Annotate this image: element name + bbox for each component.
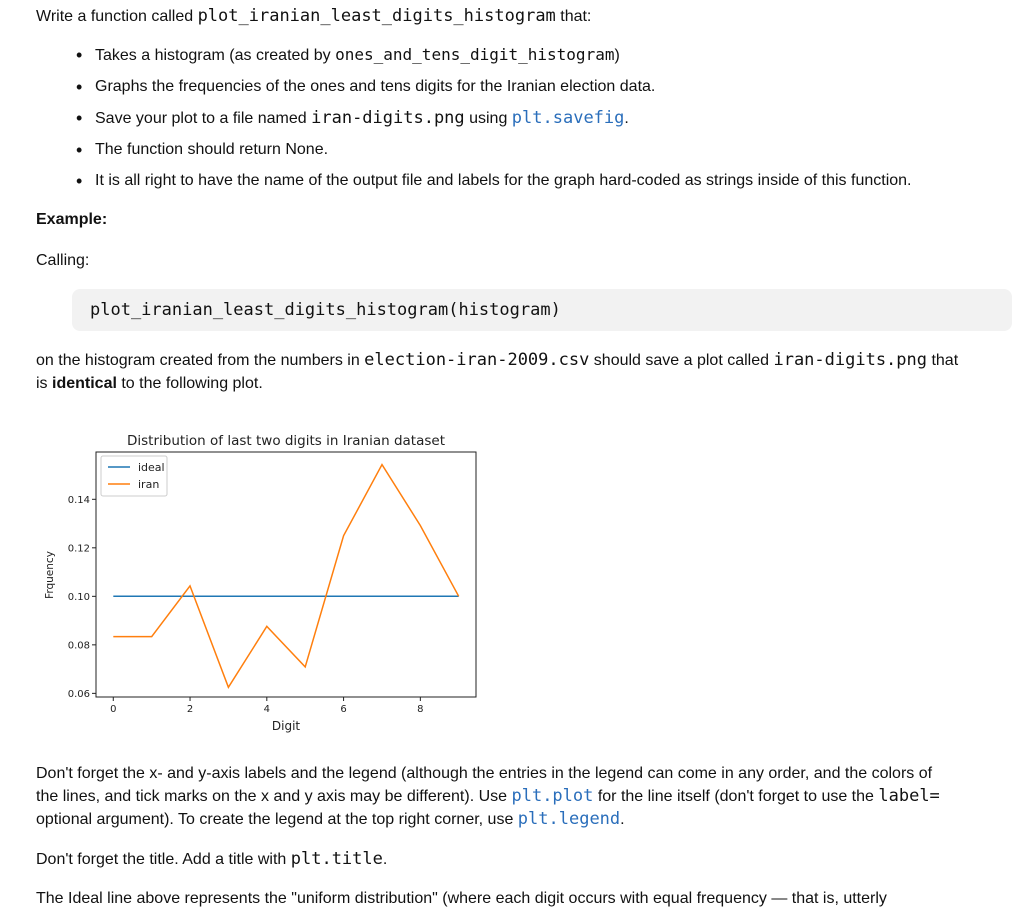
bullet-text: using [464,110,512,128]
paragraph-text: that [927,352,959,369]
inline-code: plt.title [290,849,383,869]
intro-prefix: Write a function called [36,8,198,25]
code-block [72,289,1012,331]
requirements-list [76,44,911,202]
notes-paragraph [36,762,1006,831]
x-tick-label: 2 [186,704,194,715]
y-tick-label: 0.06 [67,688,90,700]
y-tick-label: 0.08 [67,640,90,652]
ideal-line-note: The Ideal line above represents the "uniform distribution" (where each digit occurs with equal frequency — that is, utterly [36,890,887,907]
bullet-text: ) [614,47,620,64]
list-item [76,44,911,76]
after-code-paragraph [36,349,1006,395]
inline-code: iran-digits.png [773,350,927,370]
chart-legend [101,456,167,496]
paragraph-text: Don't forget the title. Add a title with [36,851,291,868]
x-axis-label: Digit [271,719,301,733]
example-heading: Example: [36,211,108,228]
paragraph-text: for the line itself (don't forget to use the [593,788,879,805]
legend-label: ideal [138,461,165,474]
inline-code: label= [878,786,940,806]
inline-code: election-iran-2009.csv [364,350,590,370]
inline-code: iran-digits.png [311,108,465,129]
y-tick-label: 0.12 [67,543,90,555]
inline-code: None [285,140,324,158]
y-tick-label: 0.10 [67,591,90,603]
paragraph-text: on the histogram created from the numbers in [36,352,365,369]
bullet-text: The function should return [95,140,286,158]
paragraph-text: Don't forget the x- and y-axis labels and the legend (although the entries in the legend can come in any order, and the colors of [36,765,933,782]
paragraph-text: . [620,811,625,828]
list-item [76,76,911,108]
intro-line [36,4,591,29]
list-item [76,107,911,139]
y-axis-label: Frquency [44,551,56,599]
savefig-link[interactable]: plt.savefig [511,108,625,129]
paragraph-text: the lines, and tick marks on the x and y axis may be different). Use [36,788,512,805]
paragraph-text: . [382,851,388,868]
code-call: plot_iranian_least_digits_histogram(histogram) [90,300,561,320]
x-tick-label: 6 [340,704,347,715]
bullet-text: . [624,110,629,128]
bullet-text: Takes a histogram (as created by [95,47,336,64]
calling-label: Calling: [36,252,90,269]
function-name-code: plot_iranian_least_digits_histogram [197,6,556,26]
x-tick-label: 0 [110,704,117,715]
paragraph-text: to the following plot. [116,375,263,392]
legend-label: iran [138,478,160,491]
x-tick-label: 8 [417,704,424,715]
title-note [36,848,387,871]
paragraph-text: is [36,375,52,392]
bullet-text: Save your plot to a file named [95,110,312,128]
bullet-text: . [323,140,329,158]
bullet-text: It is all right to have the name of the output file and labels for the graph hard-coded as strings inside of this function. [95,172,912,190]
intro-suffix: that: [555,8,592,25]
paragraph-text: optional argument). To create the legend at the top right corner, use [36,811,518,828]
chart-title: Distribution of last two digits in Iranian dataset [126,433,446,449]
y-tick-label: 0.14 [67,494,90,506]
bullet-text: Graphs the frequencies of the ones and tens digits for the Iranian election data. [95,77,656,95]
plt-plot-link[interactable]: plt.plot [511,786,594,806]
x-tick-label: 4 [263,704,270,715]
list-item [76,139,911,171]
plt-legend-link[interactable]: plt.legend [517,809,621,829]
inline-code: ones_and_tens_digit_histogram [335,45,615,64]
list-item [76,170,911,202]
paragraph-text: should save a plot called [589,352,774,369]
emphasis-text: identical [52,375,117,392]
digit-distribution-chart [40,425,490,740]
